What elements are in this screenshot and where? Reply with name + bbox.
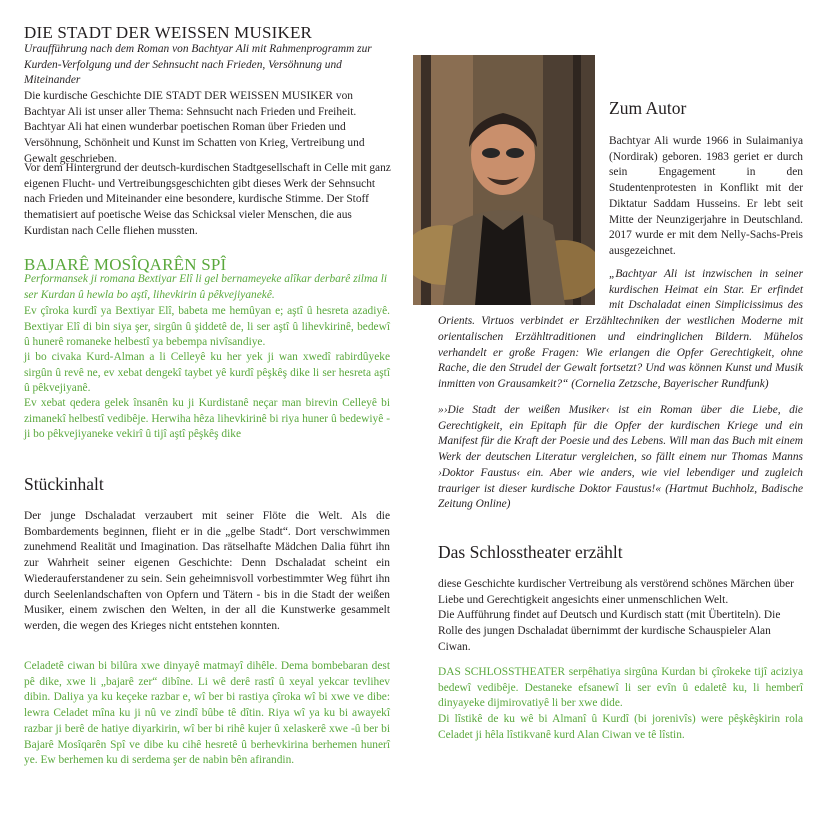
ku-paragraph-2: ji bo civaka Kurd-Alman a li Celleyê ku her yek ji wan xwedî rabirdûyeke sirgûn û revê ne, ev xebat dengekî taybet yê kurdî pêşkêş dike li ser hesreta aştî û pêkvejiyanê.	[24, 351, 390, 395]
photo-wrap-spacer	[438, 267, 609, 314]
schlosstheater-de: diese Geschichte kurdischer Vertreibung als verstörend schönes Märchen über Liebe und Gerechtigkeit angesichts einer unmenschlichen Welt. Die Aufführung findet auf Deutsch und Kurdisch statt (mit Übertiteln). Die Rolle des jungen Dschaladat übernimmt der kurdische Schauspieler Alan Ciwan.	[438, 578, 794, 653]
autor-bio: Bachtyar Ali wurde 1966 in Sulaimaniya (Nordirak) geboren. 1983 geriet er durch sein Engagement in den Studentenprotesten in Konflikt mit der Diktatur Saddam Husseins. Er lebt seit Mitte der Neunzigerjahre in Deutschland. 2017 wurde er mit dem Nelly-Sachs-Preis ausgezeichnet.	[609, 135, 803, 257]
quote-zetzsche-text: „Bachtyar Ali ist inzwischen in seiner kurdischen Heimat ein Star. Er erfindet mit Dschaladat einen Simplicissimus des Orients. Virtuos verbindet er Erzähltechniken der westlichen Moderne mit orientalischen Erzähltraditionen und eindringlichen Bildern. Mühelos verhandelt er große Fragen: Wie erlangen die Opfer Gerechtigkeit, ohne Rache, die den Strudel der Gewalt fortsetzt? Und was können Kunst und Musik inmitten von Grausamkeit?“ (Cornelia Zetzsche, Bayerischer Rundfunk)	[438, 268, 803, 390]
schlosstheater-ku: DAS SCHLOSSTHEATER serpêhatiya sirgûna Kurdan bi çîrokeke tijî aciziya bedewî vedibêje. Destaneke efsanewî li ser evîn û edaletê ku, li hemberî dinyayeke dijmirovatiyê li ber xwe dide. Di lîstikê de ku wê bi Almanî û Kurdî (bi jorenivîs) were pêşkêşkirin rola Celadet ji hêla lîstikvanê kurd Alan Ciwan ve tê lîstin.	[438, 666, 803, 741]
ku-paragraph-1: Ev çîroka kurdî ya Bextiyar Elî, babeta me hemûyan e; aştî û hesreta azadiyê. Bextiyar Elî di bin siya şer, sirgûn û şiddetê de, li ser aştî û lihevkirinê, bedewî û hunerê romaneke helbestî ya bebempa nivîsandiye.	[24, 305, 390, 349]
title-ku: BAJARÊ MOSÎQARÊN SPÎ	[24, 255, 227, 274]
quote-zetzsche	[438, 267, 803, 393]
quote-buchholz: »›Die Stadt der weißen Musiker‹ ist ein Roman über die Liebe, die Gerechtigkeit, ein Epitaph für die Opfer der kurdischen Kriege und ein Manifest für die Kraft der Poesie und des Lebens. Will man das Buch mit einem Werk der deutschen Literatur vergleichen, so fällt einem nur Thomas Manns ›Doktor Faustus‹ ein. Aber wie anders, wie viel lebendiger und zugleich trauriger ist dieser kurdische Doktor Faustus!« (Hartmut Buchholz, Badische Zeitung Online)	[438, 404, 803, 511]
intro-de-2: Vor dem Hintergrund der deutsch-kurdischen Stadtgesellschaft in Celle mit ganz eigenen Flucht- und Vertreibungsgeschichten gibt dieses Werk der Sehnsucht nach Frieden und Miteinander eine besondere, kurdische Stimme. Der Stoff thematisiert auf poetische Weise das Schicksal vieler Menschen, die aus Kurdistan nach Celle fliehen mussten.	[24, 162, 391, 237]
schlosstheater-heading: Das Schlosstheater erzählt	[438, 542, 623, 562]
subtitle-de: Uraufführung nach dem Roman von Bachtyar Ali mit Rahmenprogramm zur Kurden-Verfolgung und der Sehnsucht nach Frieden, Versöhnung und Miteinander	[24, 43, 372, 87]
zum-autor-heading: Zum Autor	[609, 98, 687, 118]
stueckinhalt-ku: Celadetê ciwan bi bilûra xwe dinyayê matmayî dihêle. Dema bombebaran dest pê dike, xwe li „bajarê zer“ dibîne. Li wê derê rastî û xeyal yekcar tevlihev dibin. Daliya ya ku keçeke razbar e, wî ber bi rastiya çîroka wî bi xwe ve dibe: lewra Celadet mîna ku ji nû ve zindî bûbe tê dîtin. Riya wî ya ku bi awayekî razbar ji berê de hatiye diyarkirin, wî ber bi rihê kujer û xelaskerê xwe -û ber bi Bajarê Mosîqarên Spî ve dibe ku cihê hesretê û berhevkirina berhemen hunerî ye. Ew berhemen ku di serdema şer de nabin bên afirandin.	[24, 660, 390, 767]
intro-de-1: Die kurdische Geschichte DIE STADT DER WEISSEN MUSIKER von Bachtyar Ali ist unser aller Thema: Sehnsucht nach Frieden und Freiheit. Bachtyar Ali hat einen wunderbar poetischen Roman über Frieden und Versöhnung, Schönheit und Kunst im Schatten von Krieg, Vertreibung und Gewalt geschrieben.	[24, 90, 365, 165]
page-title: DIE STADT DER WEISSEN MUSIKER	[24, 23, 313, 42]
subtitle-ku: Performansek ji romana Bextiyar Elî li gel bernameyeke alîkar derbarê zilma li ser Kurdan û hewla bo aştî, lihevkirin û pêkvejiyanekê.	[24, 273, 388, 301]
ku-paragraph-3: Ev xebat qedera gelek însanên ku ji Kurdistanê neçar man birevin Celleyê bi zimanekî helbestî vedibêje. Herwiha hêza lihevkirinê bi riya huner û bedewiyê -ji bo pêkvejiyaneke vekirî û tijî aştî pêşkêş dike	[24, 397, 390, 441]
stueckinhalt-heading: Stückinhalt	[24, 474, 104, 494]
stueckinhalt-de: Der junge Dschaladat verzaubert mit seiner Flöte die Welt. Als die Bombardements beginnen, flieht er in die „gelbe Stadt“. Dort verschwimmen zunehmend Realität und Imagination. Das rätselhafte Mädchen Dalia führt ihn zur Wahrheit seiner eigenen Geschichte: Denn Dschaladat scheint ein Wiederauferstandener zu sein. Sein geheimnisvoll vorbestimmter Weg führt ihn durch Seelenlandschaften von Opfern und Tätern - bis in die Stadt der weißen Musiker, einem zwischen den Welten, in der all die Kunstwerke gesammelt werden, die wegen des Krieges nicht entstehen konnten.	[24, 510, 390, 632]
